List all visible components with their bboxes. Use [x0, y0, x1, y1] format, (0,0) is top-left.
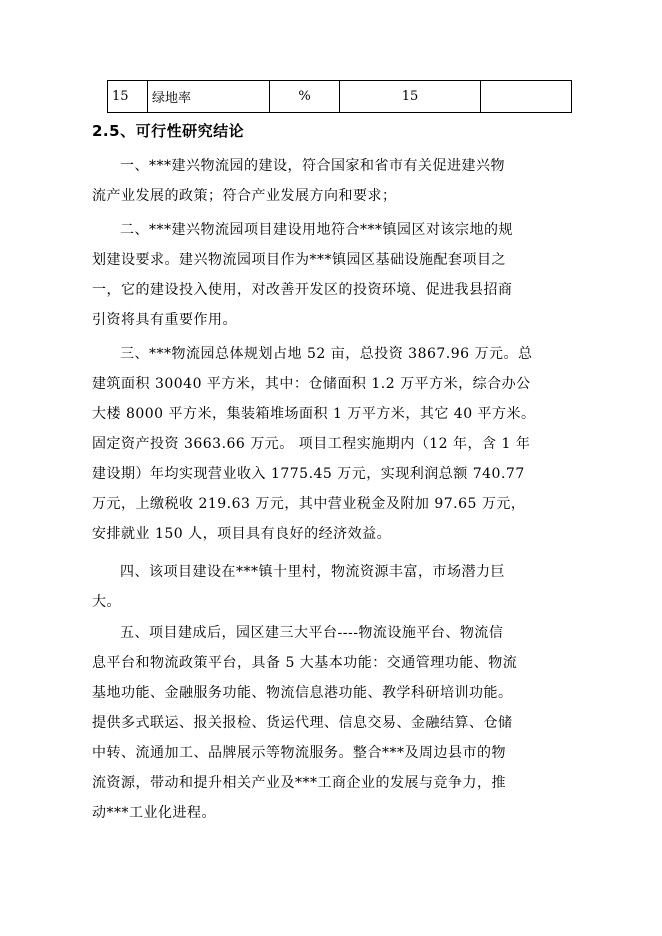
text-line: 建设期）年均实现营业收入 1775.45 万元，实现利润总额 740.77	[92, 466, 525, 482]
row-number: 15	[108, 81, 148, 113]
section-heading: 2.5、可行性研究结论	[92, 122, 245, 140]
text-line: 流资源，带动和提升相关产业及***工商企业的发展与竞争力，推	[92, 775, 506, 791]
text-line: 一、***建兴物流园的建设，符合国家和省市有关促进建兴物	[120, 158, 505, 174]
paragraph-1	[92, 151, 505, 211]
text-line: 动***工业化进程。	[92, 805, 216, 821]
text-line: 万元，上缴税收 219.63 万元，其中营业税金及附加 97.65 万元，	[92, 496, 526, 512]
text-line: 流产业发展的政策；符合产业发展方向和要求；	[92, 188, 397, 204]
text-line: 大楼 8000 平方米，集装箱堆场面积 1 万平方米，其它 40 平方米。	[92, 406, 536, 422]
text-line: 基地功能、金融服务功能、物流信息港功能、教学科研培训功能。	[92, 685, 513, 701]
paragraph-3	[92, 339, 536, 549]
text-line: 一，它的建设投入使用，对改善开发区的投资环境、促进我县招商	[92, 282, 513, 298]
paragraph-4	[92, 557, 505, 617]
indicator-table	[107, 80, 572, 113]
text-line: 息平台和物流政策平台，具备 5 大基本功能：交通管理功能、物流	[92, 655, 518, 671]
row-item: 绿地率	[148, 81, 270, 113]
text-line: 固定资产投资 3663.66 万元。 项目工程实施期内（12 年，含 1 年	[92, 436, 531, 452]
row-note	[481, 81, 572, 113]
text-line: 引资将具有重要作用。	[92, 312, 237, 328]
paragraph-5	[92, 618, 517, 828]
text-line: 提供多式联运、报关报检、货运代理、信息交易、金融结算、仓储	[92, 715, 513, 731]
text-line: 四、该项目建设在***镇十里村，物流资源丰富，市场潜力巨	[120, 564, 505, 580]
row-unit: %	[270, 81, 340, 113]
text-line: 大。	[92, 594, 121, 610]
row-value: 15	[340, 81, 481, 113]
text-line: 划建设要求。建兴物流园项目作为***镇园区基础设施配套项目之	[92, 252, 506, 268]
text-line: 二、***建兴物流园项目建设用地符合***镇园区对该宗地的规	[120, 222, 513, 238]
text-line: 中转、流通加工、品牌展示等物流服务。整合***及周边县市的物	[92, 745, 506, 761]
paragraph-2	[92, 215, 513, 335]
text-line: 三、***物流园总体规划占地 52 亩，总投资 3867.96 万元。总	[120, 346, 533, 362]
text-line: 建筑面积 30040 平方米，其中：仓储面积 1.2 万平方米，综合办公	[92, 376, 531, 392]
text-line: 五、项目建成后，园区建三大平台----物流设施平台、物流信	[120, 625, 504, 641]
text-line: 安排就业 150 人，项目具有良好的经济效益。	[92, 526, 392, 542]
table-row	[108, 81, 572, 113]
